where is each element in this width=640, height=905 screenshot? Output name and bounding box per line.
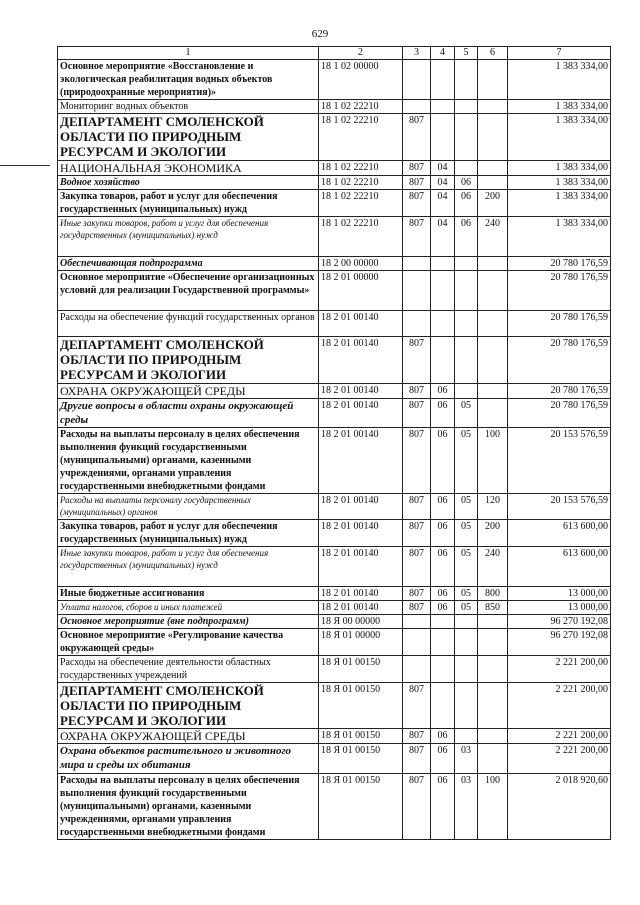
table-row <box>58 656 611 683</box>
amount: 20 780 176,59 <box>508 399 611 428</box>
row-name: Иные закупки товаров, работ и услуг для обеспечения государственных (муниципальных) нужд <box>58 217 319 257</box>
row-name: Закупка товаров, работ и услуг для обеспечения государственных (муниципальных) нужд <box>58 520 319 547</box>
subsection-code <box>455 337 478 384</box>
expense-type-code <box>478 729 508 744</box>
table-row <box>58 629 611 656</box>
row-name: ОХРАНА ОКРУЖАЮЩЕЙ СРЕДЫ <box>58 384 319 399</box>
subsection-code: 05 <box>455 547 478 587</box>
column-number: 4 <box>431 47 455 60</box>
expense-type-code <box>478 744 508 774</box>
section-code <box>431 114 455 161</box>
amount: 13 000,00 <box>508 601 611 615</box>
target-code: 18 2 01 00140 <box>319 384 403 399</box>
department-code: 807 <box>403 587 431 601</box>
amount: 20 153 576,59 <box>508 428 611 494</box>
department-code: 807 <box>403 683 431 729</box>
department-code: 807 <box>403 601 431 615</box>
margin-rule <box>0 165 50 166</box>
amount: 20 780 176,59 <box>508 337 611 384</box>
table-row <box>58 161 611 176</box>
row-name: Основное мероприятие «Обеспечение организационных условий для реализации Государственной программы» <box>58 271 319 311</box>
section-code: 04 <box>431 190 455 217</box>
department-code <box>403 100 431 114</box>
table-row <box>58 587 611 601</box>
column-number: 2 <box>319 47 403 60</box>
amount: 2 221 200,00 <box>508 656 611 683</box>
subsection-code: 03 <box>455 774 478 840</box>
department-code <box>403 615 431 629</box>
target-code: 18 2 01 00140 <box>319 399 403 428</box>
table-row <box>58 615 611 629</box>
section-code: 06 <box>431 428 455 494</box>
subsection-code <box>455 271 478 311</box>
subsection-code: 05 <box>455 601 478 615</box>
expense-type-code: 850 <box>478 601 508 615</box>
department-code <box>403 656 431 683</box>
department-code: 807 <box>403 114 431 161</box>
subsection-code: 06 <box>455 176 478 190</box>
department-code: 807 <box>403 384 431 399</box>
expense-type-code <box>478 176 508 190</box>
amount: 1 383 334,00 <box>508 60 611 100</box>
row-name: Водное хозяйство <box>58 176 319 190</box>
amount: 20 780 176,59 <box>508 257 611 271</box>
target-code: 18 Я 01 00150 <box>319 774 403 840</box>
target-code: 18 2 01 00140 <box>319 428 403 494</box>
department-code: 807 <box>403 399 431 428</box>
amount: 96 270 192,08 <box>508 615 611 629</box>
section-code <box>431 615 455 629</box>
department-code: 807 <box>403 217 431 257</box>
department-code: 807 <box>403 547 431 587</box>
section-code: 06 <box>431 744 455 774</box>
amount: 1 383 334,00 <box>508 176 611 190</box>
expense-type-code: 100 <box>478 428 508 494</box>
column-number: 3 <box>403 47 431 60</box>
amount: 613 600,00 <box>508 520 611 547</box>
subsection-code <box>455 257 478 271</box>
department-code: 807 <box>403 161 431 176</box>
section-code <box>431 337 455 384</box>
subsection-code <box>455 729 478 744</box>
subsection-code: 05 <box>455 520 478 547</box>
expense-type-code <box>478 399 508 428</box>
section-code: 06 <box>431 384 455 399</box>
budget-table <box>57 46 611 840</box>
target-code: 18 2 01 00140 <box>319 337 403 384</box>
expense-type-code: 240 <box>478 217 508 257</box>
table-row <box>58 114 611 161</box>
row-name: Расходы на выплаты персоналу государственных (муниципальных) органов <box>58 494 319 520</box>
amount: 1 383 334,00 <box>508 217 611 257</box>
expense-type-code: 240 <box>478 547 508 587</box>
subsection-code <box>455 100 478 114</box>
subsection-code: 05 <box>455 399 478 428</box>
table-row <box>58 311 611 337</box>
section-code: 04 <box>431 176 455 190</box>
expense-type-code: 120 <box>478 494 508 520</box>
amount: 1 383 334,00 <box>508 100 611 114</box>
target-code: 18 1 02 22210 <box>319 217 403 257</box>
department-code <box>403 629 431 656</box>
amount: 1 383 334,00 <box>508 190 611 217</box>
section-code <box>431 100 455 114</box>
target-code: 18 1 02 00000 <box>319 60 403 100</box>
table-row <box>58 271 611 311</box>
expense-type-code <box>478 337 508 384</box>
subsection-code <box>455 311 478 337</box>
table-row <box>58 257 611 271</box>
row-name: ОХРАНА ОКРУЖАЮЩЕЙ СРЕДЫ <box>58 729 319 744</box>
table-row <box>58 774 611 840</box>
amount: 96 270 192,08 <box>508 629 611 656</box>
table-row <box>58 428 611 494</box>
department-code: 807 <box>403 729 431 744</box>
department-code <box>403 271 431 311</box>
target-code: 18 Я 01 00150 <box>319 656 403 683</box>
section-code <box>431 271 455 311</box>
row-name: Расходы на выплаты персоналу в целях обеспечения выполнения функций государственными (муниципальными) органами, казенными учреждениями, органами управления государственными внебюджетными фондами <box>58 428 319 494</box>
row-name: Основное мероприятие (вне подпрограмм) <box>58 615 319 629</box>
amount: 20 153 576,59 <box>508 494 611 520</box>
target-code: 18 2 01 00140 <box>319 494 403 520</box>
amount: 2 221 200,00 <box>508 744 611 774</box>
department-code: 807 <box>403 337 431 384</box>
target-code: 18 2 01 00140 <box>319 601 403 615</box>
table-row <box>58 744 611 774</box>
section-code: 06 <box>431 774 455 840</box>
department-code <box>403 60 431 100</box>
column-number: 5 <box>455 47 478 60</box>
row-name: Охрана объектов растительного и животного мира и среды их обитания <box>58 744 319 774</box>
row-name: НАЦИОНАЛЬНАЯ ЭКОНОМИКА <box>58 161 319 176</box>
subsection-code <box>455 161 478 176</box>
section-code <box>431 656 455 683</box>
column-number: 6 <box>478 47 508 60</box>
expense-type-code: 200 <box>478 520 508 547</box>
table-row <box>58 384 611 399</box>
target-code: 18 1 02 22210 <box>319 114 403 161</box>
subsection-code: 06 <box>455 217 478 257</box>
row-name: Основное мероприятие «Регулирование качества окружающей среды» <box>58 629 319 656</box>
section-code: 06 <box>431 494 455 520</box>
subsection-code <box>455 114 478 161</box>
subsection-code <box>455 384 478 399</box>
row-name: Закупка товаров, работ и услуг для обеспечения государственных (муниципальных) нужд <box>58 190 319 217</box>
row-name: Обеспечивающая подпрограмма <box>58 257 319 271</box>
table-row <box>58 176 611 190</box>
target-code: 18 2 01 00140 <box>319 587 403 601</box>
row-name: ДЕПАРТАМЕНТ СМОЛЕНСКОЙ ОБЛАСТИ ПО ПРИРОДНЫМ РЕСУРСАМ И ЭКОЛОГИИ <box>58 114 319 161</box>
section-code <box>431 629 455 656</box>
row-name: ДЕПАРТАМЕНТ СМОЛЕНСКОЙ ОБЛАСТИ ПО ПРИРОДНЫМ РЕСУРСАМ И ЭКОЛОГИИ <box>58 337 319 384</box>
row-name: Расходы на выплаты персоналу в целях обеспечения выполнения функций государственными (муниципальными) органами, казенными учреждениями, органами управления государственными внебюджетными фондами <box>58 774 319 840</box>
amount: 1 383 334,00 <box>508 161 611 176</box>
table-row <box>58 337 611 384</box>
expense-type-code <box>478 656 508 683</box>
expense-type-code <box>478 271 508 311</box>
target-code: 18 Я 01 00150 <box>319 683 403 729</box>
column-number-row <box>58 47 611 60</box>
subsection-code <box>455 60 478 100</box>
subsection-code: 05 <box>455 494 478 520</box>
expense-type-code <box>478 311 508 337</box>
target-code: 18 Я 01 00150 <box>319 729 403 744</box>
table-body <box>58 60 611 840</box>
amount: 20 780 176,59 <box>508 311 611 337</box>
expense-type-code <box>478 100 508 114</box>
row-name: Другие вопросы в области охраны окружающей среды <box>58 399 319 428</box>
expense-type-code: 800 <box>478 587 508 601</box>
target-code: 18 2 01 00140 <box>319 520 403 547</box>
section-code: 06 <box>431 601 455 615</box>
target-code: 18 2 01 00000 <box>319 271 403 311</box>
subsection-code: 05 <box>455 587 478 601</box>
expense-type-code <box>478 683 508 729</box>
target-code: 18 1 02 22210 <box>319 190 403 217</box>
expense-type-code <box>478 384 508 399</box>
expense-type-code <box>478 161 508 176</box>
subsection-code: 03 <box>455 744 478 774</box>
subsection-code: 06 <box>455 190 478 217</box>
amount: 20 780 176,59 <box>508 271 611 311</box>
target-code: 18 2 01 00140 <box>319 547 403 587</box>
target-code: 18 1 02 22210 <box>319 176 403 190</box>
section-code <box>431 311 455 337</box>
amount: 20 780 176,59 <box>508 384 611 399</box>
subsection-code: 05 <box>455 428 478 494</box>
row-name: Мониторинг водных объектов <box>58 100 319 114</box>
department-code: 807 <box>403 520 431 547</box>
table-row <box>58 547 611 587</box>
table-row <box>58 683 611 729</box>
table-row <box>58 601 611 615</box>
subsection-code <box>455 629 478 656</box>
target-code: 18 Я 01 00000 <box>319 629 403 656</box>
target-code: 18 Я 00 00000 <box>319 615 403 629</box>
row-name: Иные бюджетные ассигнования <box>58 587 319 601</box>
expense-type-code <box>478 629 508 656</box>
row-name: Расходы на обеспечение функций государственных органов <box>58 311 319 337</box>
table-row <box>58 729 611 744</box>
page-number: 629 <box>311 28 329 40</box>
expense-type-code: 200 <box>478 190 508 217</box>
department-code: 807 <box>403 428 431 494</box>
section-code: 04 <box>431 217 455 257</box>
table-row <box>58 520 611 547</box>
subsection-code <box>455 683 478 729</box>
subsection-code <box>455 656 478 683</box>
target-code: 18 2 01 00140 <box>319 311 403 337</box>
subsection-code <box>455 615 478 629</box>
section-code <box>431 60 455 100</box>
row-name: Расходы на обеспечение деятельности областных государственных учреждений <box>58 656 319 683</box>
amount: 2 221 200,00 <box>508 683 611 729</box>
section-code: 06 <box>431 399 455 428</box>
section-code <box>431 683 455 729</box>
expense-type-code <box>478 257 508 271</box>
table-row <box>58 190 611 217</box>
department-code: 807 <box>403 744 431 774</box>
row-name: Уплата налогов, сборов и иных платежей <box>58 601 319 615</box>
department-code: 807 <box>403 190 431 217</box>
row-name: Иные закупки товаров, работ и услуг для обеспечения государственных (муниципальных) нужд <box>58 547 319 587</box>
target-code: 18 2 00 00000 <box>319 257 403 271</box>
expense-type-code <box>478 615 508 629</box>
expense-type-code: 100 <box>478 774 508 840</box>
amount: 2 018 920,60 <box>508 774 611 840</box>
table-row <box>58 100 611 114</box>
column-number: 1 <box>58 47 319 60</box>
table-row <box>58 217 611 257</box>
department-code: 807 <box>403 176 431 190</box>
amount: 2 221 200,00 <box>508 729 611 744</box>
section-code: 06 <box>431 547 455 587</box>
section-code: 04 <box>431 161 455 176</box>
row-name: ДЕПАРТАМЕНТ СМОЛЕНСКОЙ ОБЛАСТИ ПО ПРИРОДНЫМ РЕСУРСАМ И ЭКОЛОГИИ <box>58 683 319 729</box>
department-code: 807 <box>403 494 431 520</box>
department-code <box>403 257 431 271</box>
amount: 1 383 334,00 <box>508 114 611 161</box>
table-row <box>58 399 611 428</box>
section-code: 06 <box>431 587 455 601</box>
department-code <box>403 311 431 337</box>
amount: 613 600,00 <box>508 547 611 587</box>
section-code: 06 <box>431 729 455 744</box>
target-code: 18 1 02 22210 <box>319 161 403 176</box>
table-row <box>58 494 611 520</box>
expense-type-code <box>478 60 508 100</box>
column-number: 7 <box>508 47 611 60</box>
target-code: 18 1 02 22210 <box>319 100 403 114</box>
table-row <box>58 60 611 100</box>
department-code: 807 <box>403 774 431 840</box>
row-name: Основное мероприятие «Восстановление и экологическая реабилитация водных объектов (природоохранные мероприятия)» <box>58 60 319 100</box>
target-code: 18 Я 01 00150 <box>319 744 403 774</box>
expense-type-code <box>478 114 508 161</box>
section-code: 06 <box>431 520 455 547</box>
amount: 13 000,00 <box>508 587 611 601</box>
section-code <box>431 257 455 271</box>
